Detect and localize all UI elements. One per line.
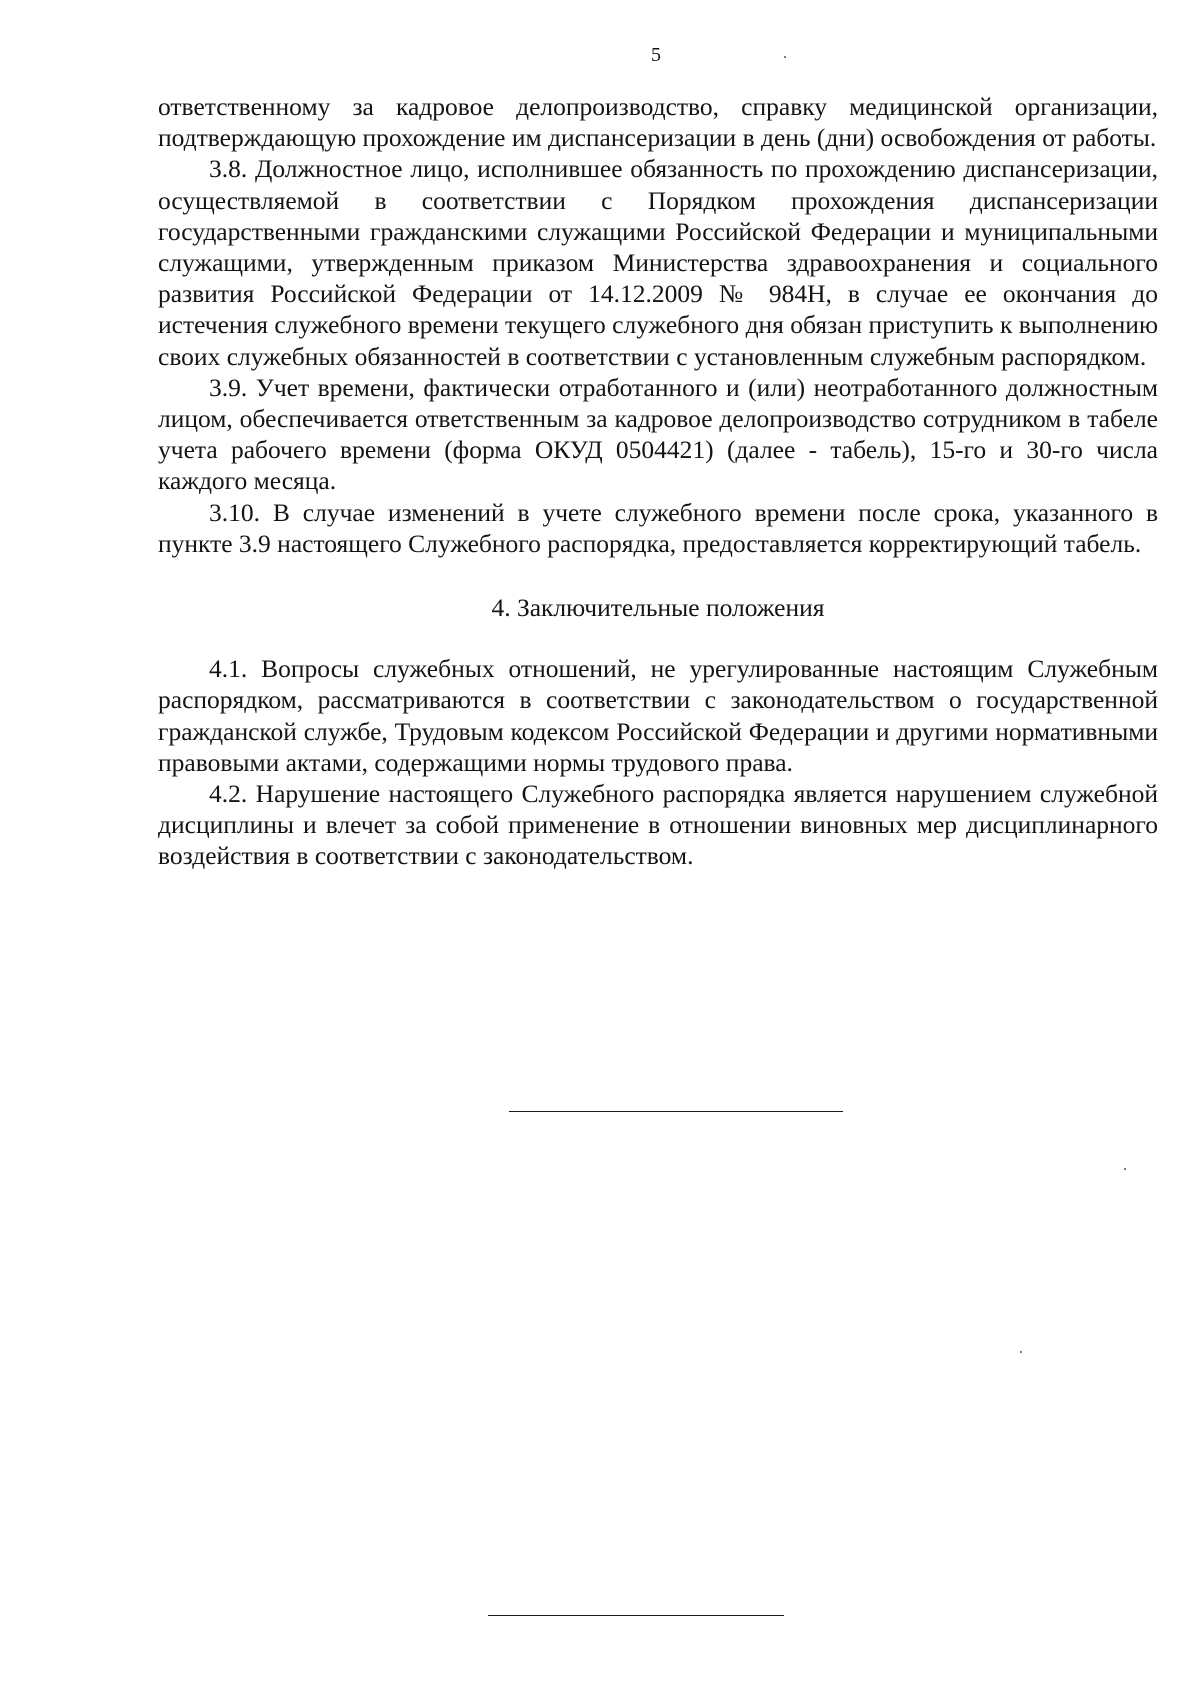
end-of-text-divider	[509, 1111, 843, 1112]
document-body	[158, 91, 1158, 872]
scan-speck	[1124, 1168, 1126, 1170]
section-heading: 4. Заключительные положения	[491, 593, 825, 623]
paragraph-3-8: 3.8. Должностное лицо, исполнившее обязанность по прохождению диспансеризации, осуществляемой в соответствии с Порядком прохождения диспансеризации государственными гражданскими служащими Российской Федерации и муниципальными служащими, утвержденным приказом Министерства здравоохранения и социального развития Российской Федерации от 14.12.2009 № 984Н, в случае ее окончания до истечения служебного времени текущего служебного дня обязан приступить к выполнению своих служебных обязанностей в соответствии с установленным служебным распорядком.	[158, 154, 1158, 371]
page-number: 5	[651, 44, 661, 66]
paragraph-4-2: 4.2. Нарушение настоящего Служебного распорядка является нарушением служебной дисциплины и влечет за собой применение в отношении виновных мер дисциплинарного воздействия в соответствии с законодательством.	[158, 779, 1158, 871]
footer-divider	[488, 1615, 784, 1616]
paragraph-continuation: ответственному за кадровое делопроизводство, справку медицинской организации, подтверждающую прохождение им диспансеризации в день (дни) освобождения от работы.	[158, 92, 1158, 153]
scan-speck	[1020, 1351, 1022, 1353]
scan-speck	[784, 56, 786, 58]
paragraph-3-10: 3.10. В случае изменений в учете служебного времени после срока, указанного в пункте 3.9 настоящего Служебного распорядка, предоставляется корректирующий табель.	[158, 497, 1158, 558]
paragraph-4-1: 4.1. Вопросы служебных отношений, не урегулированные настоящим Служебным распорядком, рассматриваются в соответствии с законодательством о государственной гражданской службе, Трудовым кодексом Российской Федерации и другими нормативными правовыми актами, содержащими нормы трудового права.	[158, 654, 1158, 777]
paragraph-3-9: 3.9. Учет времени, фактически отработанного и (или) неотработанного должностным лицом, обеспечивается ответственным за кадровое делопроизводство сотрудником в табеле учета рабочего времени (форма ОКУД 0504421) (далее - табель), 15-го и 30-го числа каждого месяца.	[158, 372, 1158, 496]
